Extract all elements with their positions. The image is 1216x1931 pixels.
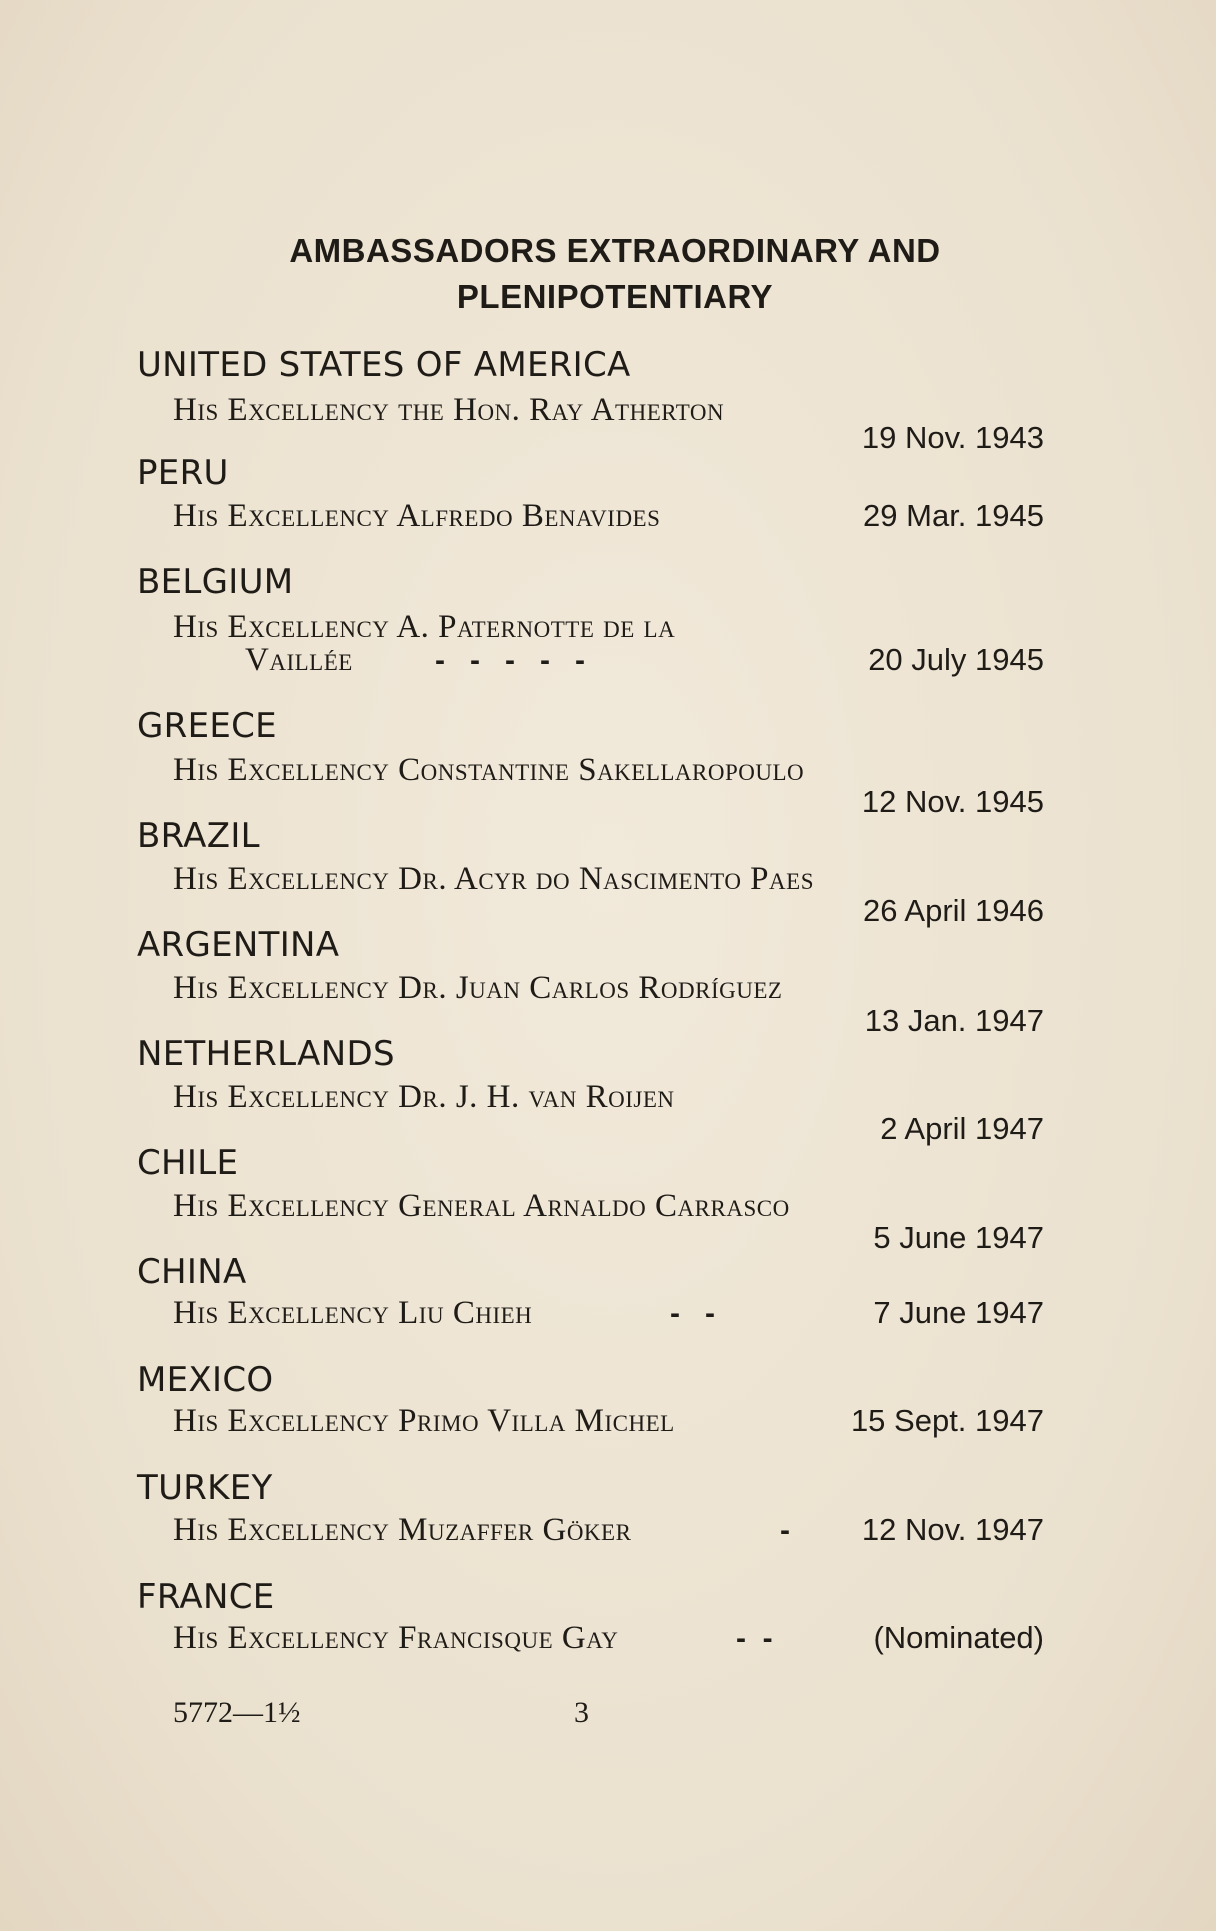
country-heading: GREECE: [137, 706, 277, 746]
country-heading: FRANCE: [137, 1577, 275, 1617]
leader-dashes: -: [780, 1514, 790, 1547]
title-line-2: PLENIPOTENTIARY: [456, 278, 774, 315]
appointment-date: 20 July 1945: [868, 642, 1044, 677]
country-heading: PERU: [137, 453, 229, 493]
country-heading: BRAZIL: [137, 816, 260, 856]
ambassador-name: His Excellency Muzaffer Göker: [173, 1512, 632, 1548]
appointment-date: 29 Mar. 1945: [863, 498, 1044, 533]
appointment-date: 26 April 1946: [863, 893, 1044, 928]
appointment-date: 13 Jan. 1947: [864, 1003, 1044, 1038]
ambassador-name: His Excellency Dr. Juan Carlos Rodríguez: [173, 970, 783, 1006]
ambassador-name: His Excellency Constantine Sakellaropoulo: [173, 752, 805, 788]
ambassador-name: His Excellency Liu Chieh: [173, 1295, 533, 1331]
country-heading: BELGIUM: [137, 562, 294, 602]
country-heading: TURKEY: [137, 1468, 273, 1508]
ambassador-name: His Excellency Primo Villa Michel: [173, 1403, 675, 1439]
country-heading: MEXICO: [137, 1360, 274, 1400]
leader-dashes: - - - - -: [435, 644, 585, 677]
leader-dashes: - -: [670, 1297, 715, 1330]
country-heading: ARGENTINA: [137, 925, 340, 965]
ambassador-name-continued: Vaillée: [245, 642, 353, 678]
title-line-1: AMBASSADORS EXTRAORDINARY AND: [289, 232, 941, 269]
appointment-date: 19 Nov. 1943: [861, 420, 1044, 455]
ambassador-name: His Excellency Dr. J. H. van Roijen: [173, 1079, 675, 1115]
appointment-date: 5 June 1947: [873, 1220, 1044, 1255]
ambassador-name: His Excellency Dr. Acyr do Nascimento Paes: [173, 861, 814, 897]
appointment-date: (Nominated): [873, 1620, 1044, 1655]
appointment-date: 12 Nov. 1945: [861, 784, 1044, 819]
page-title: [140, 228, 1090, 320]
country-heading: NETHERLANDS: [137, 1034, 395, 1074]
appointment-date: 15 Sept. 1947: [850, 1403, 1044, 1438]
ambassador-name: His Excellency Alfredo Benavides: [173, 498, 661, 534]
leader-dashes: - -: [736, 1622, 773, 1655]
ambassador-name: His Excellency General Arnaldo Carrasco: [173, 1188, 790, 1224]
print-code: 5772—1½: [173, 1696, 301, 1729]
ambassador-name: His Excellency the Hon. Ray Atherton: [173, 392, 725, 428]
appointment-date: 7 June 1947: [873, 1295, 1044, 1330]
appointment-date: 2 April 1947: [880, 1111, 1044, 1146]
ambassador-name: His Excellency Francisque Gay: [173, 1620, 619, 1656]
country-heading: UNITED STATES OF AMERICA: [137, 345, 631, 385]
page-number: 3: [574, 1696, 589, 1729]
country-heading: CHINA: [137, 1252, 247, 1292]
country-heading: CHILE: [137, 1143, 239, 1183]
appointment-date: 12 Nov. 1947: [861, 1512, 1044, 1547]
ambassador-name: His Excellency A. Paternotte de la: [173, 609, 676, 645]
